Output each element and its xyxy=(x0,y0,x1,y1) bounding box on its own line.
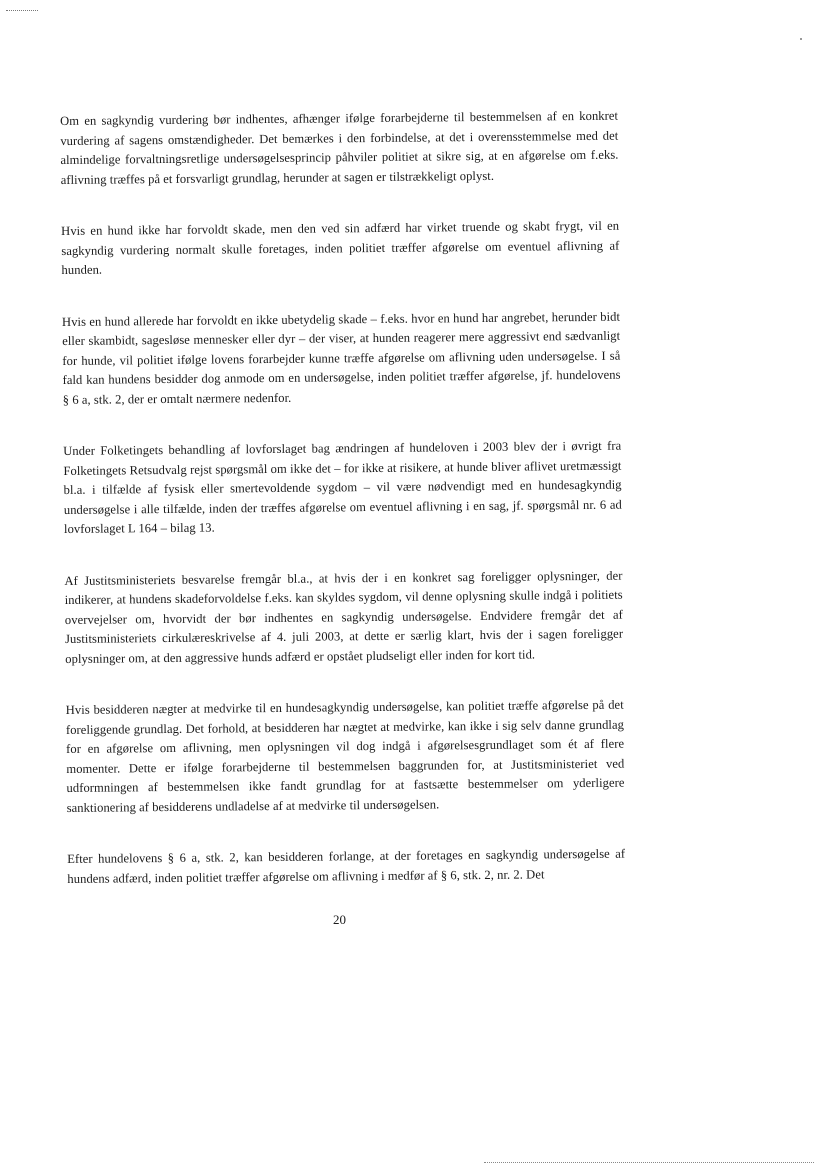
paragraph-besidder-naegter: Hvis besidderen nægter at medvirke til en hundesagkyndig undersøgelse, kan politiet træffe afgørelse på det foreliggende grundlag. Det forhold, at besidderen har nægtet at medvirke, kan ikke i sig selv danne grundlag for en afgørelse om aflivning, men oplysningen vil dog indgå i afgørelsesgrundlaget som ét af flere momenter. Dette er ifølge forarbejderne til bestemmelsen baggrunden for, at Justitsministeriet ved udformningen af bestemmelsen ikke fandt grundlag for at fastsætte bestemmelser om yderligere sanktionering af besidderens undladelse af at medvirke til undersøgelsen. xyxy=(65,697,625,815)
paragraph-truende-adfaerd: Hvis en hund ikke har forvoldt skade, men den ved sin adfærd har virket truende og skabt frygt, vil en sagkyndig vurdering normalt skulle foretages, inden politiet træffer afgørelse om eventuel aflivning af hunden. xyxy=(61,218,620,277)
scan-artifact-top xyxy=(6,10,38,11)
scan-artifact-bottom xyxy=(484,1162,814,1163)
paragraph-paragraf-6a: Efter hundelovens § 6 a, stk. 2, kan besidderen forlange, at der foretages en sagkyndig undersøgelse af hundens adfærd, inden politiet træffer afgørelse om aflivning i medfør af § 6, stk. 2, nr. 2. Det xyxy=(67,846,626,886)
scan-speck xyxy=(800,38,802,40)
paragraph-justitsministeriets-besvarelse: Af Justitsministeriets besvarelse fremgår bl.a., at hvis der i en konkret sag foreligger oplysninger, der indikerer, at hundens skadeforvoldelse f.eks. kan skyldes sygdom, vil denne oplysning skulle indgå i politiets overvejelser om, hvorvidt der bør indhentes en sagkyndig undersøgelse. Endvidere fremgår det af Justitsministeriets cirkulæreskrivelse af 4. juli 2003, at dette er særlig klart, hvis der i sagen foreligger oplysninger om, at den aggressive hunds adfærd er opstået pludseligt eller inden for kort tid. xyxy=(64,568,624,666)
page-number: 20 xyxy=(333,912,346,927)
paragraph-sagkyndig-vurdering: Om en sagkyndig vurdering bør indhentes, afhænger ifølge forarbejderne til bestemmelsen af en konkret vurdering af sagens omstændigheder. Det bemærkes i den forbindelse, at det i overensstemmelse med det almindelige forvaltningsretlige undersøgelsesprincip påhviler politiet at sikre sig, at en afgørelse om f.eks. aflivning træffes på et forsvarligt grundlag, herunder at sagen er tilstrækkeligt oplyst. xyxy=(60,108,619,187)
document-body xyxy=(60,107,626,921)
paragraph-folketingets-behandling: Under Folketingets behandling af lovforslaget bag ændringen af hundeloven i 2003 blev der i øvrigt fra Folketingets Retsudvalg rejst spørgsmål om ikke det – for ikke at risikere, at hunde bliver aflivet uretmæssigt bl.a. i tilfælde af fysisk eller smertevoldende sygdom – vil være nødvendigt med en hundesagkyndig undersøgelse i alle tilfælde, inden der træffes afgørelse om eventuel aflivning i en sag, jf. spørgsmål nr. 6 ad lovforslaget L 164 – bilag 13. xyxy=(63,438,622,536)
paragraph-forvoldt-skade: Hvis en hund allerede har forvoldt en ikke ubetydelig skade – f.eks. hvor en hund har angrebet, herunder bidt eller skambidt, sagesløse mennesker eller dyr – der viser, at hunden reagerer mere aggressivt end sædvanligt for hunde, vil politiet ifølge lovens forarbejder kunne træffe afgørelse om aflivning uden undersøgelse. I så fald kan hundens besidder dog anmode om en undersøgelse, inden politiet træffer afgørelse, jf. hundelovens § 6 a, stk. 2, der er omtalt nærmere nedenfor. xyxy=(61,309,621,407)
